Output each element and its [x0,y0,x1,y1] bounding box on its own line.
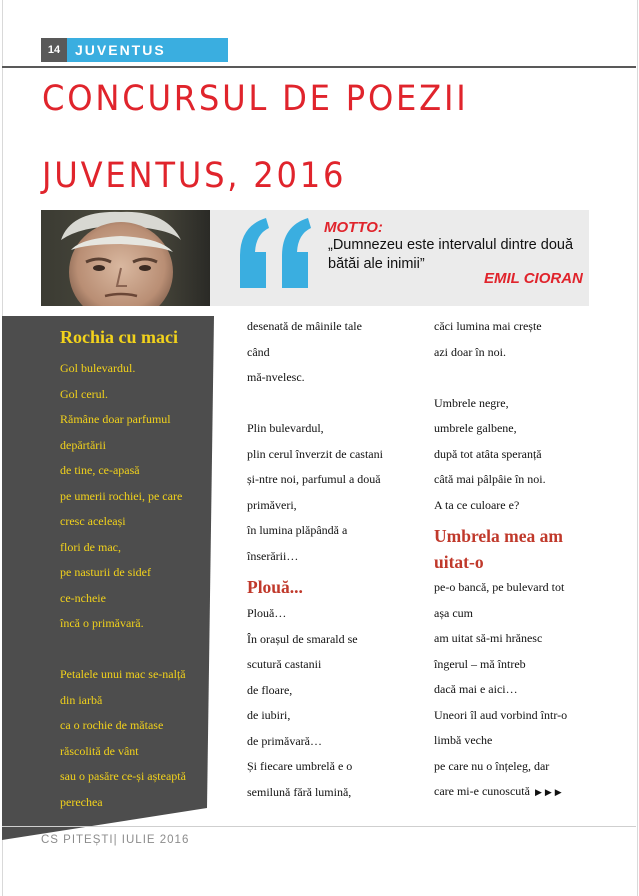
poem-line: Rămâne doar parfumul [60,412,171,426]
article-title-line-1: CONCURSUL DE POEZII [42,79,469,119]
poem-line: așa cum [434,605,473,620]
poem-line: încă o primăvară. [60,616,144,630]
poem-line: Și fiecare umbrelă e o [247,759,353,773]
poem-line: pe care nu o înțeleg, dar [434,758,550,773]
poem-line: scutură castanii [247,657,322,671]
poem-line: Gol cerul. [60,386,108,401]
poem-line: când [247,344,270,359]
poem-rochia-cu-maci [60,356,186,815]
poem-line: primăveri, [247,497,297,512]
page-footer: CS PITEȘTI| IULIE 2016 [41,834,190,846]
poem-title-rochia-cu-maci: Rochia cu maci [60,327,178,347]
poem-line: cresc aceleași [60,514,126,528]
poem-line: dacă mai e aici… [434,682,518,696]
poem-line: căci lumina mai crește [434,319,542,333]
poem-line-text: care mi-e cunoscută [434,784,530,798]
poem-line: Uneori îl aud vorbind într-o [434,707,568,722]
motto-quote: „Dumnezeu este intervalul dintre două bătăi ale inimii” [328,237,574,272]
poem-line: umbrele galbene, [434,421,517,435]
poem-line: răscolită de vânt [60,743,139,758]
page-number: 14 [41,38,67,62]
poem-line: azi doar în noi. [434,344,506,359]
poem-title-umbrela [434,524,567,575]
motto-label: MOTTO: [324,219,383,236]
opening-quote-icon [236,212,316,292]
poem-line: limbă veche [434,733,493,747]
text-column-middle [247,314,383,805]
poem-line: și-ntre noi, parfumul a două [247,472,381,486]
stanza-break [247,391,383,417]
stanza-break [60,637,186,663]
continue-arrows-icon: ▶▶▶ [534,787,565,797]
poem-line: Umbrele negre, [434,395,509,410]
author-portrait-photo [41,210,210,306]
poem-line: după tot atâta speranță [434,446,542,461]
article-title-line-2: JUVENTUS, 2016 [42,156,347,196]
text-column-right [434,314,567,805]
poem-line: îngerul – mă întreb [434,656,526,671]
poem-line: mă-nvelesc. [247,370,305,384]
poem-line: pe nasturii de sidef [60,565,151,579]
motto-author: EMIL CIORAN [484,270,583,287]
poem-line: Gol bulevardul. [60,361,136,375]
poem-line: plin cerul înverzit de castani [247,446,383,461]
poem-line: A ta ce culoare e? [434,497,520,512]
poem-line: pe-o bancă, pe bulevard tot [434,580,565,594]
poem-title-line: Umbrela mea am [434,526,563,546]
poem-line: pe umerii rochiei, pe care [60,488,183,503]
poem-line: am uitat să-mi hrănesc [434,631,543,645]
poem-title-line: uitat-o [434,551,484,572]
poem-line: Petalele unui mac se-nalță [60,667,186,681]
poem-line: de primăvară… [247,733,322,748]
poem-title-ploua: Plouă... [247,577,303,597]
poem-line: sau o pasăre ce-și așteaptă [60,769,186,783]
header-rule [2,66,636,68]
poem-line: de tine, ce-apasă [60,463,140,477]
poem-line: de iubiri, [247,708,291,722]
poem-line: În orașul de smarald se [247,631,358,646]
poem-line: de floare, [247,682,293,697]
poem-line: din iarbă [60,692,103,707]
footer-rule [2,826,636,827]
poem-line: câtă mai pâlpâie în noi. [434,472,546,486]
poem-line: semilună fără lumină, [247,784,352,799]
poem-line: înserării… [247,548,299,563]
poem-line: ce-ncheie [60,590,106,605]
poem-line-last [434,779,567,805]
poem-line: depărtării [60,437,106,452]
stanza-break [434,365,567,391]
poem-line: flori de mac, [60,539,121,554]
poem-line: Plin bulevardul, [247,421,324,435]
page-header [41,38,228,62]
poem-line: în lumina plăpândă a [247,523,348,537]
poem-line: ca o rochie de mătase [60,718,164,732]
poem-line: Plouă… [247,606,287,620]
section-name: JUVENTUS [67,38,228,62]
poem-line: perechea [60,794,103,809]
poem-line: desenată de mâinile tale [247,319,362,333]
